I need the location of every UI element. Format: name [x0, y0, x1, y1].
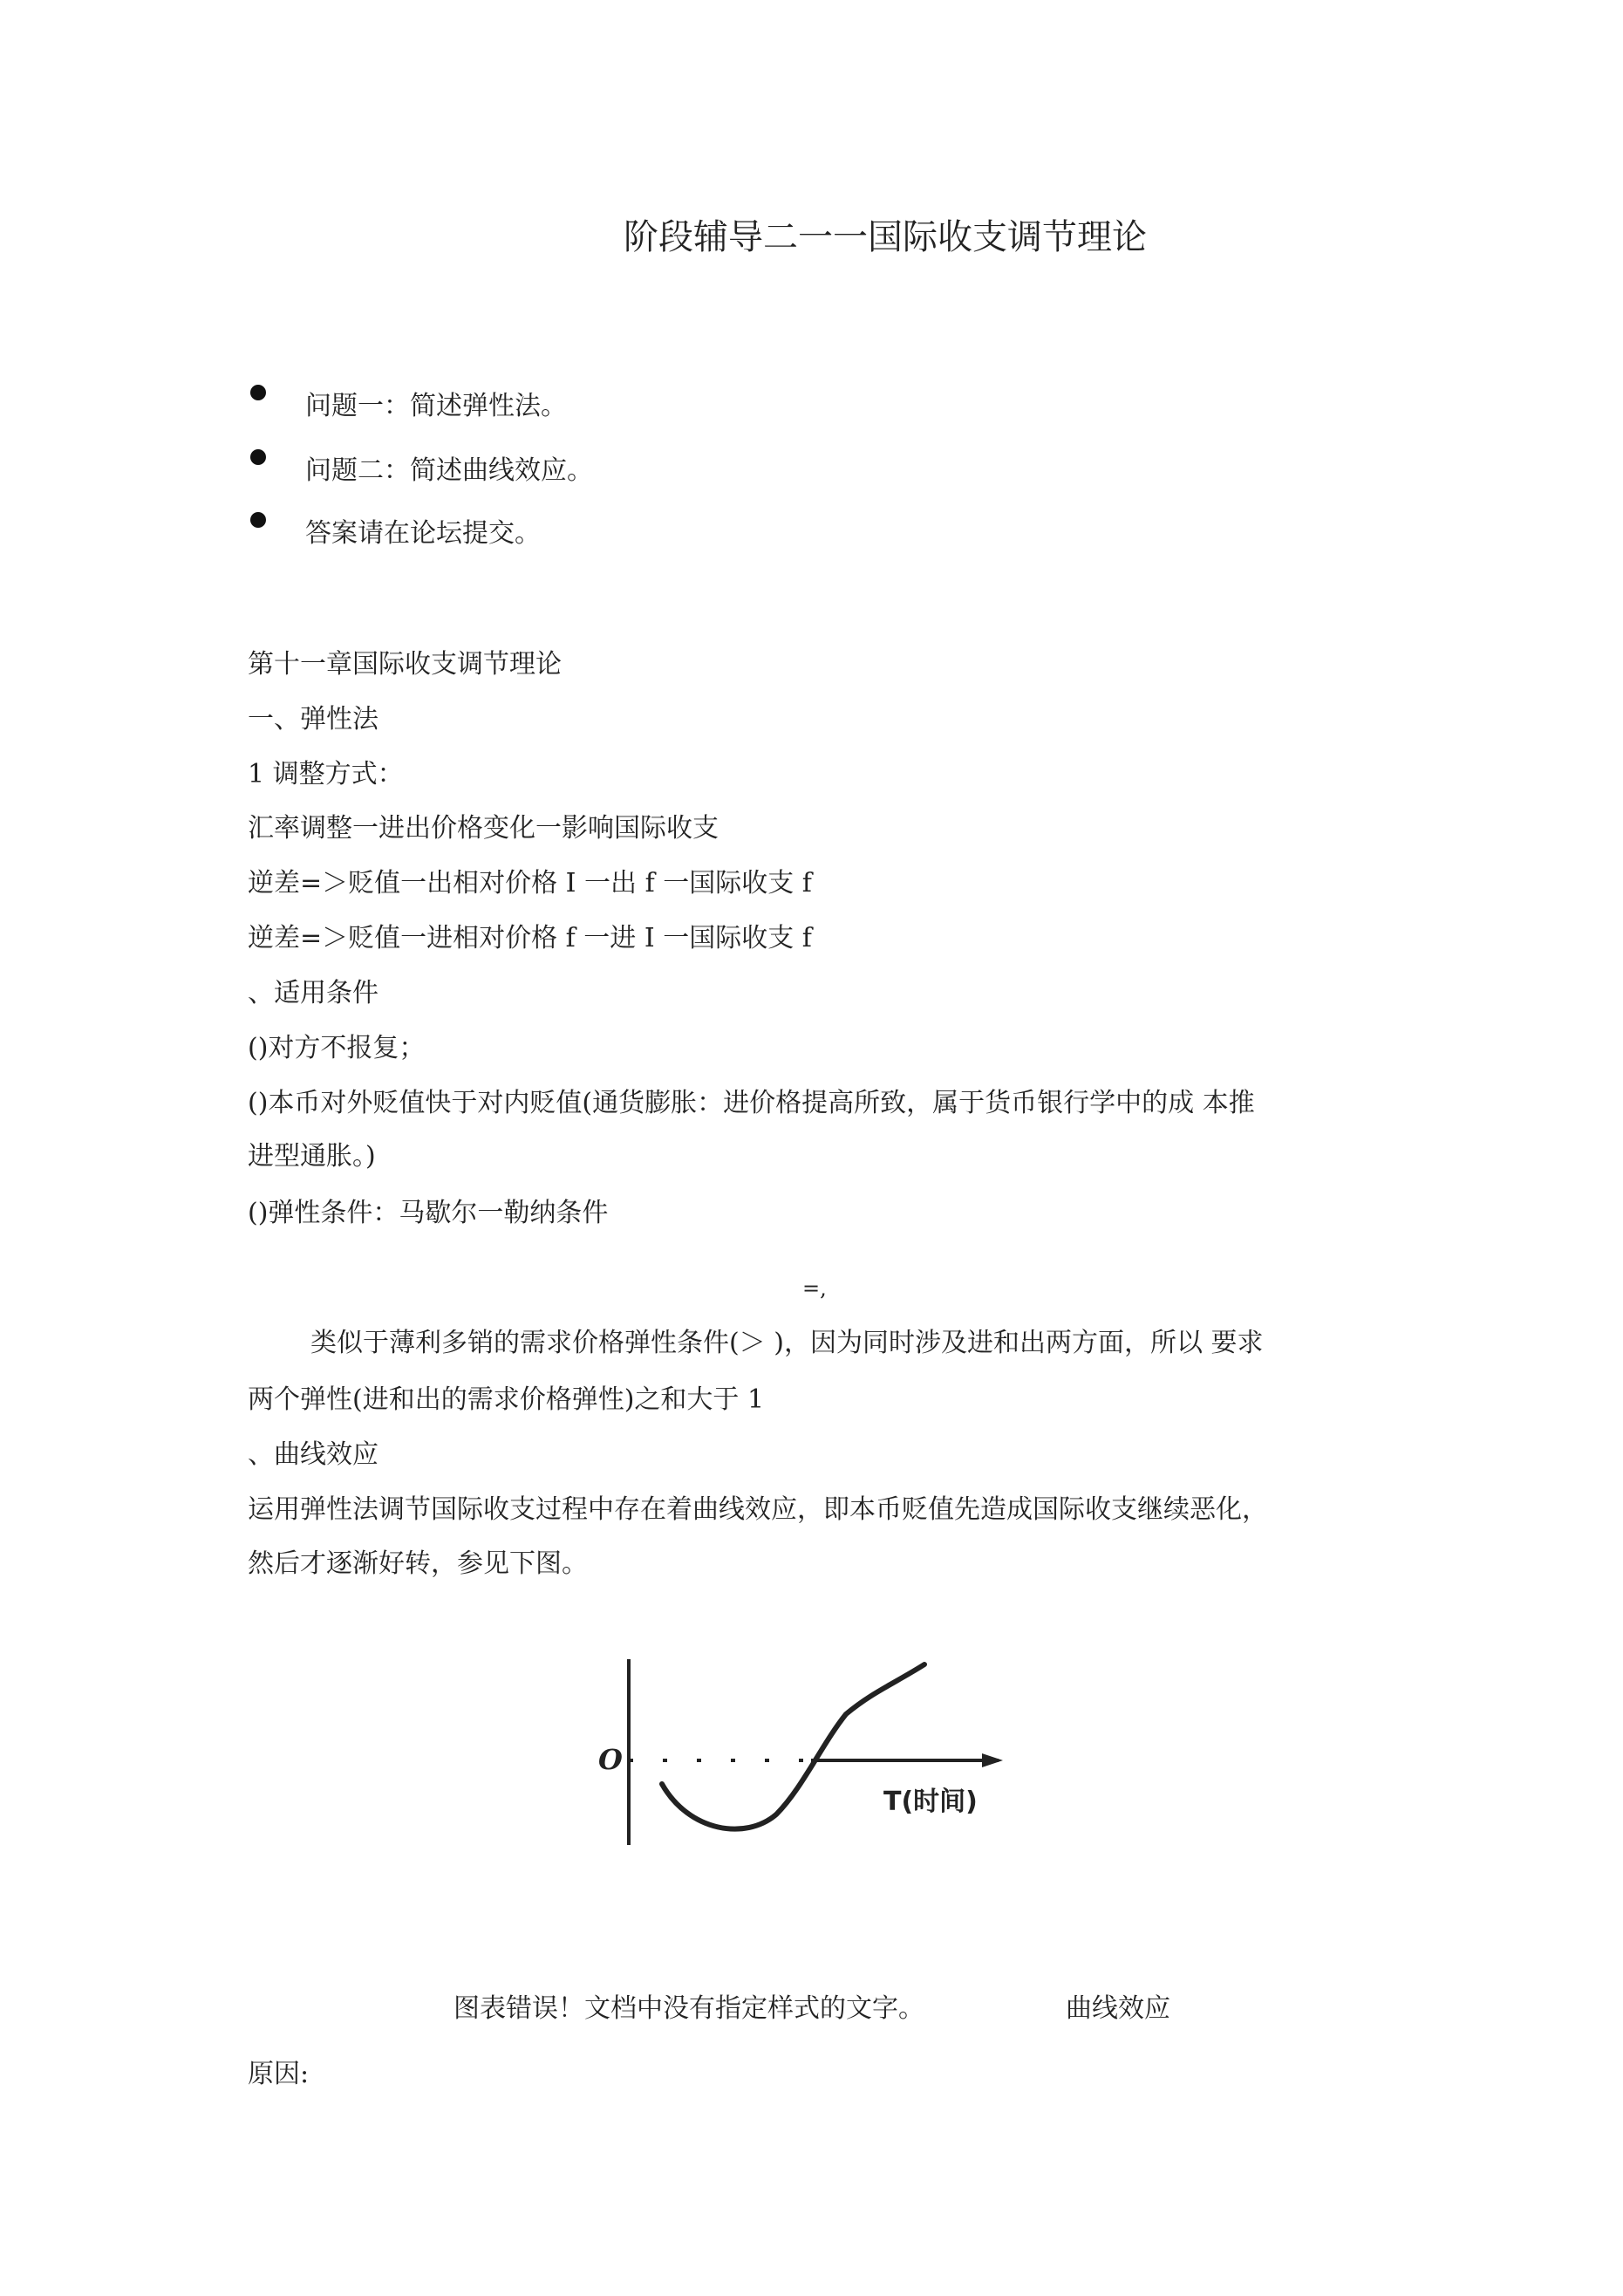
equation-fragment: =,: [802, 1276, 827, 1301]
text-line: 然后才逐渐好转，参见下图。: [248, 1548, 588, 1579]
text-line: ()本币对外贬值快于对内贬值(通货膨胀：进价格提高所致，属于货币银行学中的成 本推: [248, 1088, 1255, 1118]
question-1: 问题一：简述弹性法。: [305, 391, 567, 421]
bullet-dot: [250, 512, 266, 528]
question-2: 问题二：简述曲线效应。: [305, 455, 593, 486]
figure-caption-title: 曲线效应: [1066, 1993, 1170, 2024]
chapter-heading: 第十一章国际收支调节理论: [248, 649, 562, 680]
section-heading-curve-effect: 、曲线效应: [248, 1439, 378, 1470]
text-line: 两个弹性(进和出的需求价格弹性)之和大于 1: [248, 1384, 765, 1415]
text-line: 逆差=＞贬值一进相对价格 f 一进 I 一国际收支 f: [248, 923, 812, 953]
axis-arrowhead: [982, 1753, 1003, 1767]
text-line: 运用弹性法调节国际收支过程中存在着曲线效应，即本币贬值先造成国际收支继续恶化，: [248, 1494, 1268, 1525]
figure-caption-error: 图表错误！文档中没有指定样式的文字。: [453, 1993, 924, 2024]
text-line: ()对方不报复；: [248, 1033, 426, 1063]
subheading-conditions: 、适用条件: [248, 978, 378, 1008]
reason-heading: 原因:: [248, 2059, 310, 2089]
text-line: 逆差=＞贬值一出相对价格 I 一出 f 一国际收支 f: [248, 868, 812, 899]
time-axis-label: T(时间): [883, 1787, 978, 1817]
curve-effect-figure: [593, 1657, 1029, 1867]
bullet-dot: [250, 449, 266, 465]
text-line: 进型通胀。): [248, 1141, 376, 1172]
submit-note: 答案请在论坛提交。: [305, 518, 541, 549]
subheading-adjustment: 1 调整方式：: [248, 759, 404, 789]
bullet-dot: [250, 385, 266, 400]
text-line: 汇率调整一进出价格变化一影响国际收支: [248, 813, 719, 844]
page-title: 阶段辅导二一一国际收支调节理论: [624, 217, 1147, 257]
text-line: ()弹性条件：马歇尔一勒纳条件: [248, 1198, 609, 1228]
text-line: 类似于薄利多销的需求价格弹性条件(＞ )，因为同时涉及进和出两方面，所以 要求: [310, 1328, 1264, 1358]
origin-label: O: [598, 1743, 623, 1776]
section-heading-elasticity: 一、弹性法: [248, 704, 378, 735]
